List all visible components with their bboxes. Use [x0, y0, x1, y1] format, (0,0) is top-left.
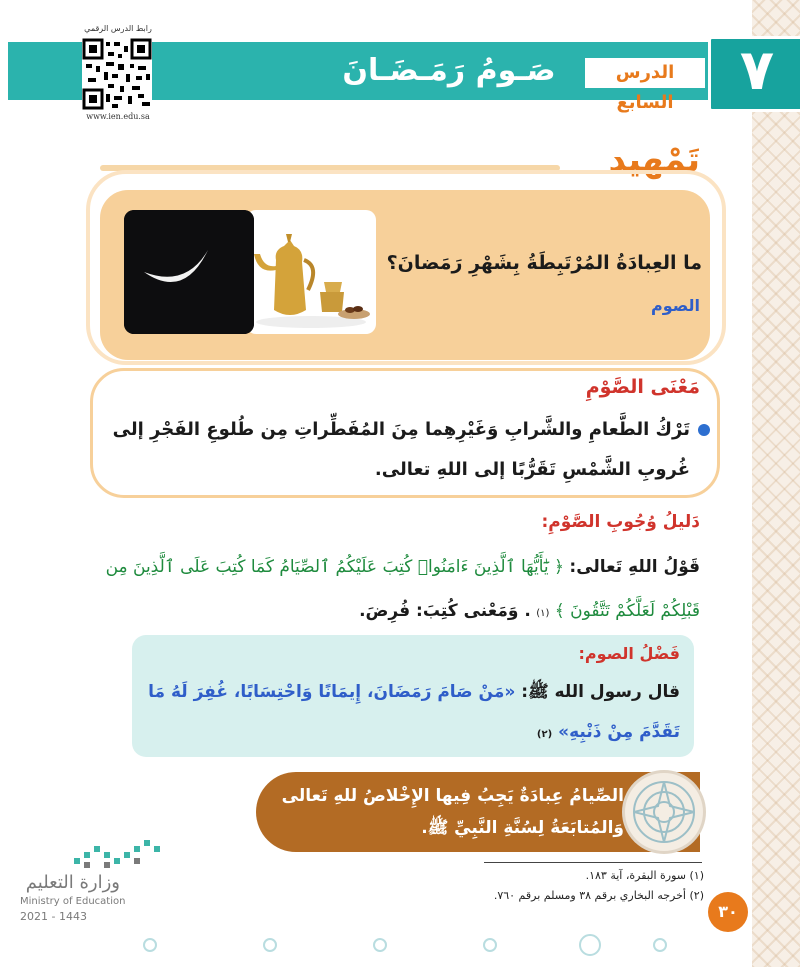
takeaway-text: الصِّيامُ عِبادَةٌ يَجِبُ فِيها الإِخْلاصُ للهِ تَعالى وَالمُتابَعَةُ لِسُنَّةِ النَّبِيِّ ﷺ.	[281, 786, 624, 838]
evidence-title: دَليلُ وُجُوبِ الصَّوْمِ:	[541, 512, 700, 532]
intro-answer: الصوم	[650, 296, 700, 315]
footnote-1: (١) سورة البقرة، آية ١٨٣.	[585, 869, 704, 882]
coffee-pot-image	[246, 210, 376, 334]
hadith-text: «مَنْ صَامَ رَمَضَانَ، إِيمَانًا وَاحْتِسَابًا، غُفِرَ لَهُ مَا تَقَدَّمَ مِنْ ذَنْبِهِ»	[148, 682, 680, 742]
intro-heading: تَمْهيد	[608, 140, 700, 180]
footnote-ref-1[interactable]: (١)	[536, 608, 550, 619]
lesson-title: صَـومُ رَمَـضَـانَ	[342, 53, 556, 88]
evidence-intro: قَوْلُ اللهِ تَعالى:	[569, 557, 700, 577]
qr-url[interactable]: www.ien.edu.sa	[86, 112, 150, 121]
footnote-divider	[484, 862, 702, 863]
ministry-year: 2021 - 1443	[20, 910, 87, 923]
evidence-meaning: . وَمَعْنى كُتِبَ: فُرِضَ.	[359, 601, 531, 621]
footnotes	[430, 866, 704, 906]
virtue-paragraph	[148, 672, 680, 755]
meaning-title: مَعْنَى الصَّوْمِ	[585, 376, 700, 398]
bullet-dot-icon	[698, 424, 710, 436]
meaning-text: تَرْكُ الطَّعامِ والشَّرابِ وَغَيْرِهِما مِنَ المُفَطِّراتِ مِن طُلوعِ الفَجْرِ إلى غُروبِ الشَّمْسِ تَقَرُّبًا إلى اللهِ تعالى.	[112, 419, 690, 480]
evidence-paragraph	[88, 545, 700, 636]
crescent-moon-image	[124, 210, 254, 334]
decorative-pattern-strip	[752, 0, 800, 967]
footnote-2: (٢) أخرجه البخاري برقم ٣٨ ومسلم برقم ٧٦٠.	[493, 889, 704, 902]
qr-code-icon[interactable]	[82, 38, 152, 110]
ministry-logo-icon	[70, 832, 162, 870]
qr-caption: رابط الدرس الرقمي	[84, 24, 152, 33]
footnote-ref-2[interactable]: (٢)	[536, 729, 553, 740]
virtue-intro: قال رسول الله ﷺ:	[521, 682, 680, 702]
lesson-label: الدرس السابع	[585, 58, 705, 88]
bottom-decoration	[120, 930, 720, 960]
page-number: ٣٠	[708, 892, 748, 932]
ministry-name-ar: وزارة التعليم	[25, 872, 120, 893]
rosette-icon	[622, 770, 706, 854]
virtue-title: فَضْلُ الصوم:	[578, 644, 680, 663]
intro-question: ما العِبادَةُ المُرْتَبِطَةُ بِشَهْرِ رَمَضانَ؟	[386, 252, 702, 274]
ministry-name-en: Ministry of Education	[20, 896, 126, 907]
quran-verse: ﴿ يَٰٓأَيُّهَا ٱلَّذِينَ ءَامَنُوا۟ كُتِبَ عَلَيْكُمُ ٱلصِّيَامُ كَمَا كُتِبَ عَلَى ٱلَّذِينَ مِن قَبْلِكُمْ لَعَلَّكُمْ تَتَّقُونَ ﴾	[105, 557, 700, 621]
lesson-number: ٧	[708, 36, 800, 112]
